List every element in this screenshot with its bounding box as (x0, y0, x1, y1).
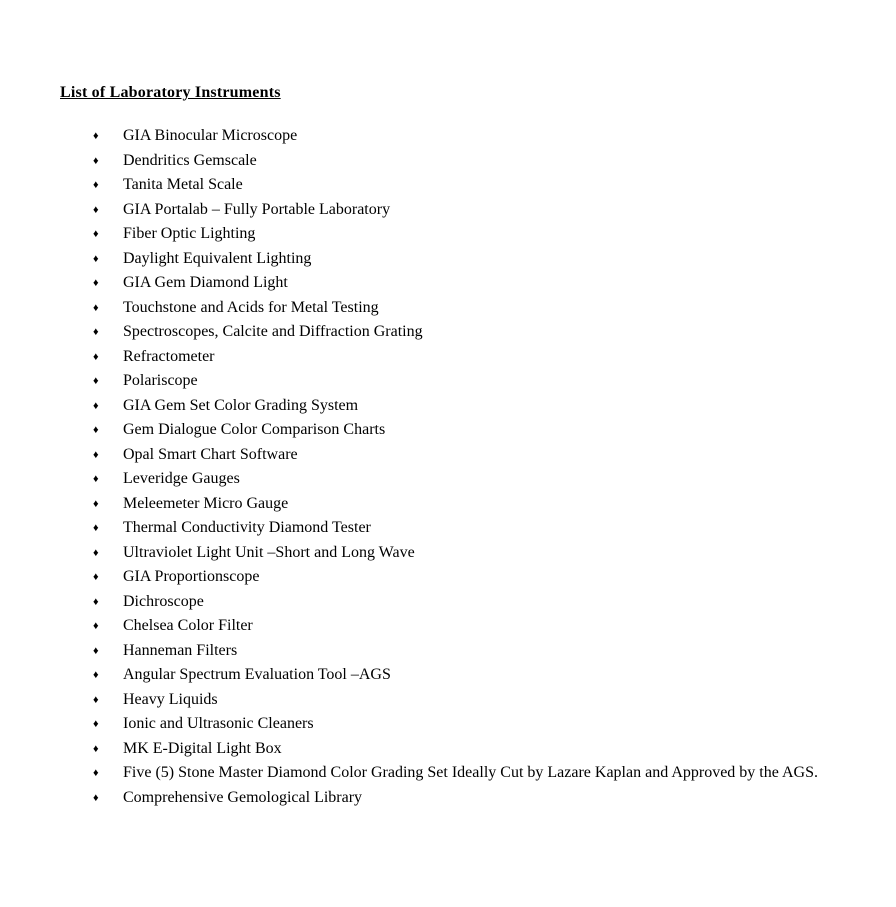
diamond-bullet-icon: ♦ (93, 326, 99, 338)
diamond-bullet-icon: ♦ (93, 473, 99, 485)
diamond-bullet-icon: ♦ (93, 424, 99, 436)
list-item-text: Refractometer (123, 347, 215, 365)
list-item (60, 663, 836, 688)
diamond-bullet-icon: ♦ (93, 179, 99, 191)
diamond-bullet-icon: ♦ (93, 154, 99, 167)
list-item (60, 590, 836, 615)
diamond-bullet-icon: ♦ (93, 277, 99, 289)
diamond-bullet-icon: ♦ (93, 522, 99, 534)
list-item (60, 541, 836, 566)
list-item (60, 247, 836, 272)
list-item (60, 320, 836, 345)
diamond-bullet-icon: ♦ (93, 203, 99, 216)
list-item (60, 712, 836, 737)
list-item-text: GIA Gem Diamond Light (123, 274, 288, 291)
list-item-text: Polariscope (123, 372, 198, 389)
diamond-bullet-icon: ♦ (93, 301, 99, 314)
list-item (60, 443, 836, 468)
list-item-text: Angular Spectrum Evaluation Tool –AGS (123, 666, 391, 683)
diamond-bullet-icon: ♦ (93, 767, 99, 779)
diamond-bullet-icon: ♦ (93, 546, 99, 559)
document-title: List of Laboratory Instruments (60, 84, 281, 101)
diamond-bullet-icon: ♦ (93, 448, 99, 461)
list-item-text: Daylight Equivalent Lighting (123, 249, 312, 267)
diamond-bullet-icon: ♦ (93, 669, 99, 681)
diamond-bullet-icon: ♦ (93, 742, 99, 755)
list-item-text: MK E-Digital Light Box (123, 739, 282, 757)
list-item (60, 198, 836, 223)
list-item-text: Ionic and Ultrasonic Cleaners (123, 715, 314, 732)
list-item-text: Heavy Liquids (123, 690, 218, 708)
list-item (60, 467, 836, 492)
list-item-text: Leveridge Gauges (123, 470, 240, 487)
diamond-bullet-icon: ♦ (93, 595, 99, 608)
list-item (60, 369, 836, 394)
list-item-text: GIA Binocular Microscope (123, 127, 298, 144)
list-item-text: Spectroscopes, Calcite and Diffraction Grating (123, 323, 423, 340)
list-item (60, 614, 836, 639)
list-item-text: Gem Dialogue Color Comparison Charts (123, 421, 386, 438)
diamond-bullet-icon: ♦ (93, 228, 99, 240)
list-item-text: Tanita Metal Scale (123, 176, 243, 193)
list-item (60, 296, 836, 321)
list-item-text: Touchstone and Acids for Metal Testing (123, 298, 379, 316)
list-item (60, 565, 836, 590)
list-item-text: GIA Portalab – Fully Portable Laboratory (123, 200, 391, 218)
list-item (60, 492, 836, 517)
diamond-bullet-icon: ♦ (93, 644, 99, 657)
diamond-bullet-icon: ♦ (93, 399, 99, 412)
instrument-list (60, 124, 836, 810)
list-item (60, 149, 836, 174)
diamond-bullet-icon: ♦ (93, 718, 99, 730)
list-item-text: GIA Proportionscope (123, 568, 260, 585)
diamond-bullet-icon: ♦ (93, 375, 99, 387)
diamond-bullet-icon: ♦ (93, 252, 99, 265)
list-item (60, 516, 836, 541)
list-item-text: Dendritics Gemscale (123, 151, 257, 169)
list-item-text: Meleemeter Micro Gauge (123, 494, 289, 512)
list-item (60, 124, 836, 149)
list-item-text: Ultraviolet Light Unit –Short and Long Wave (123, 543, 415, 561)
list-item-text: Dichroscope (123, 592, 204, 610)
list-item-text: GIA Gem Set Color Grading System (123, 396, 359, 414)
list-item (60, 173, 836, 198)
list-item-text: Chelsea Color Filter (123, 617, 253, 634)
list-item-text: Thermal Conductivity Diamond Tester (123, 519, 371, 536)
list-item (60, 639, 836, 664)
diamond-bullet-icon: ♦ (93, 130, 99, 142)
list-item (60, 271, 836, 296)
list-item (60, 761, 836, 786)
list-item-text: Comprehensive Gemological Library (123, 788, 363, 806)
diamond-bullet-icon: ♦ (93, 693, 99, 706)
diamond-bullet-icon: ♦ (93, 350, 99, 363)
list-item-text: Fiber Optic Lighting (123, 225, 256, 242)
list-item (60, 222, 836, 247)
list-item-text: Opal Smart Chart Software (123, 445, 298, 463)
diamond-bullet-icon: ♦ (93, 620, 99, 632)
diamond-bullet-icon: ♦ (93, 571, 99, 583)
list-item (60, 345, 836, 370)
list-item (60, 737, 836, 762)
diamond-bullet-icon: ♦ (93, 791, 99, 804)
list-item-text: Five (5) Stone Master Diamond Color Grading Set Ideally Cut by Lazare Kaplan and Approved by the AGS. (123, 764, 818, 781)
list-item (60, 786, 836, 811)
list-item (60, 394, 836, 419)
diamond-bullet-icon: ♦ (93, 497, 99, 510)
list-item (60, 688, 836, 713)
list-item (60, 418, 836, 443)
list-item-text: Hanneman Filters (123, 641, 238, 659)
